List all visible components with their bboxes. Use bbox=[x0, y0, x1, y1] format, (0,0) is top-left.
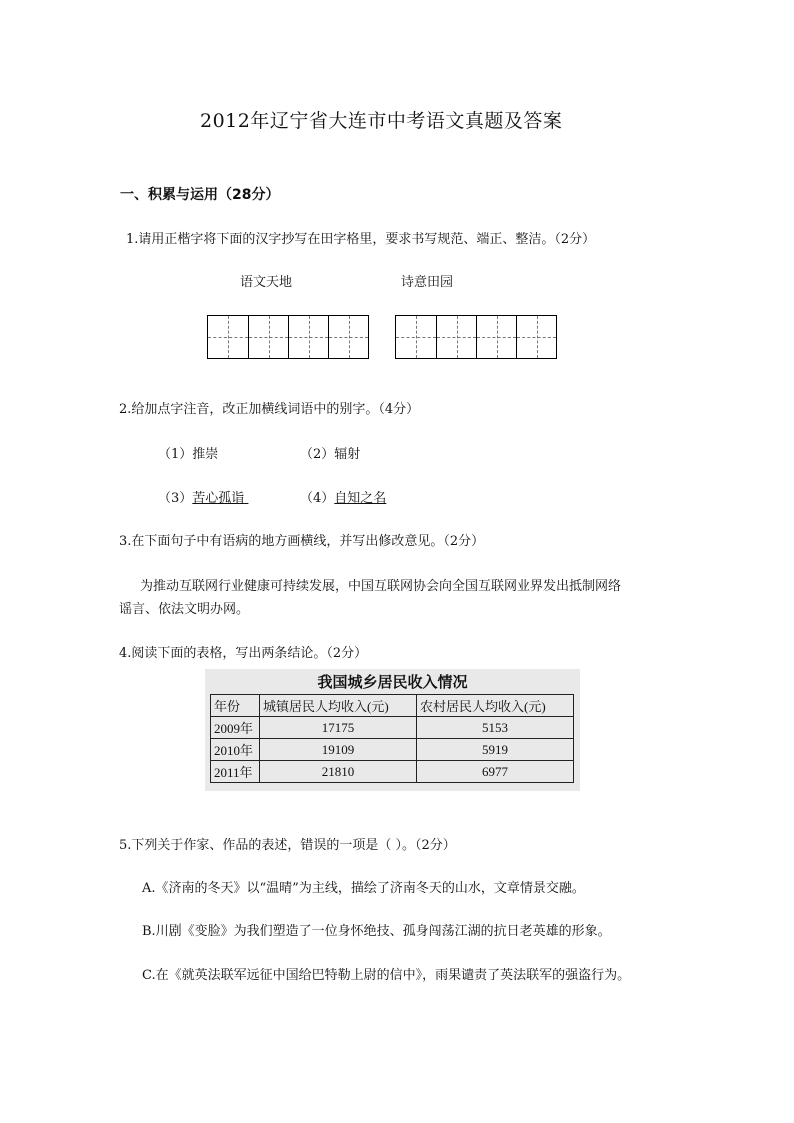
q1-phrase-1: 语文天地 bbox=[240, 275, 293, 290]
q2-item-1-number: （1） bbox=[158, 447, 193, 462]
q2-item-4-word: 自知之名 bbox=[334, 491, 387, 506]
q2-item-3 bbox=[158, 487, 248, 506]
table-cell: 2010年 bbox=[211, 739, 260, 761]
table-cell: 19109 bbox=[260, 739, 417, 761]
q5-option-a: A.《济南的冬天》以“温晴”为主线，描绘了济南冬天的山水，文章情景交融。 bbox=[142, 881, 585, 896]
table-cell: 17175 bbox=[260, 717, 417, 739]
table-row bbox=[211, 739, 574, 761]
grid-cell[interactable] bbox=[516, 316, 556, 358]
income-table bbox=[210, 694, 574, 783]
table-header-row bbox=[211, 695, 574, 717]
grid-cell[interactable] bbox=[248, 316, 288, 358]
q2-item-3-number: （3） bbox=[158, 491, 193, 506]
q5-option-c: C.在《就英法联军远征中国给巴特勒上尉的信中》，雨果谴责了英法联军的强盗行为。 bbox=[142, 968, 631, 983]
q2-item-4 bbox=[300, 487, 386, 506]
q2-item-2 bbox=[300, 443, 360, 462]
grid-cell[interactable] bbox=[288, 316, 328, 358]
grid-cell[interactable] bbox=[436, 316, 476, 358]
table-cell: 2009年 bbox=[211, 717, 260, 739]
grid-cell[interactable] bbox=[208, 316, 248, 358]
question-4: 4.阅读下面的表格，写出两条结论。（2分） bbox=[119, 646, 368, 661]
table-cell: 21810 bbox=[260, 761, 417, 783]
table-header: 农村居民人均收入(元) bbox=[417, 695, 574, 717]
q2-item-1 bbox=[158, 443, 218, 462]
question-1: 1.请用正楷字将下面的汉字抄写在田字格里，要求书写规范、端正、整洁。（2分） bbox=[126, 232, 596, 247]
table-row bbox=[211, 717, 574, 739]
table-cell: 5153 bbox=[417, 717, 574, 739]
q2-item-2-number: （2） bbox=[300, 447, 335, 462]
section-heading: 一、积累与运用（28分） bbox=[120, 187, 280, 203]
q3-sentence-line-2: 谣言、依法文明办网。 bbox=[119, 602, 250, 617]
grid-cell[interactable] bbox=[476, 316, 516, 358]
q1-phrase-2: 诗意田园 bbox=[401, 275, 454, 290]
q2-item-3-word: 苦心孤诣 bbox=[192, 491, 245, 506]
q5-option-b: B.川剧《变脸》为我们塑造了一位身怀绝技、孤身闯荡江湖的抗日老英雄的形象。 bbox=[142, 924, 611, 939]
table-title: 我国城乡居民收入情况 bbox=[317, 673, 468, 691]
grid-cell[interactable] bbox=[396, 316, 436, 358]
table-cell: 2011年 bbox=[211, 761, 260, 783]
q2-item-4-number: （4） bbox=[300, 491, 335, 506]
table-header: 城镇居民人均收入(元) bbox=[260, 695, 417, 717]
table-row bbox=[211, 761, 574, 783]
page-title: 2012年辽宁省大连市中考语文真题及答案 bbox=[200, 110, 563, 132]
table-header: 年份 bbox=[211, 695, 260, 717]
q2-item-2-word: 辐射 bbox=[334, 447, 361, 462]
table-cell: 5919 bbox=[417, 739, 574, 761]
q3-sentence-line-1: 为推动互联网行业健康可持续发展，中国互联网协会向全国互联网业界发出抵制网络 bbox=[140, 579, 622, 594]
question-3: 3.在下面句子中有语病的地方画横线，并写出修改意见。（2分） bbox=[119, 534, 485, 549]
grid-cell[interactable] bbox=[328, 316, 368, 358]
question-5: 5.下列关于作家、作品的表述，错误的一项是（ ）。（2分） bbox=[119, 838, 456, 853]
tianzige-grid-1[interactable] bbox=[207, 315, 369, 359]
tianzige-grid-2[interactable] bbox=[395, 315, 557, 359]
question-2: 2.给加点字注音，改正加横线词语中的别字。（4分） bbox=[119, 402, 420, 417]
table-cell: 6977 bbox=[417, 761, 574, 783]
income-table-figure bbox=[205, 669, 580, 791]
q2-item-1-word: 推崇 bbox=[192, 447, 219, 462]
